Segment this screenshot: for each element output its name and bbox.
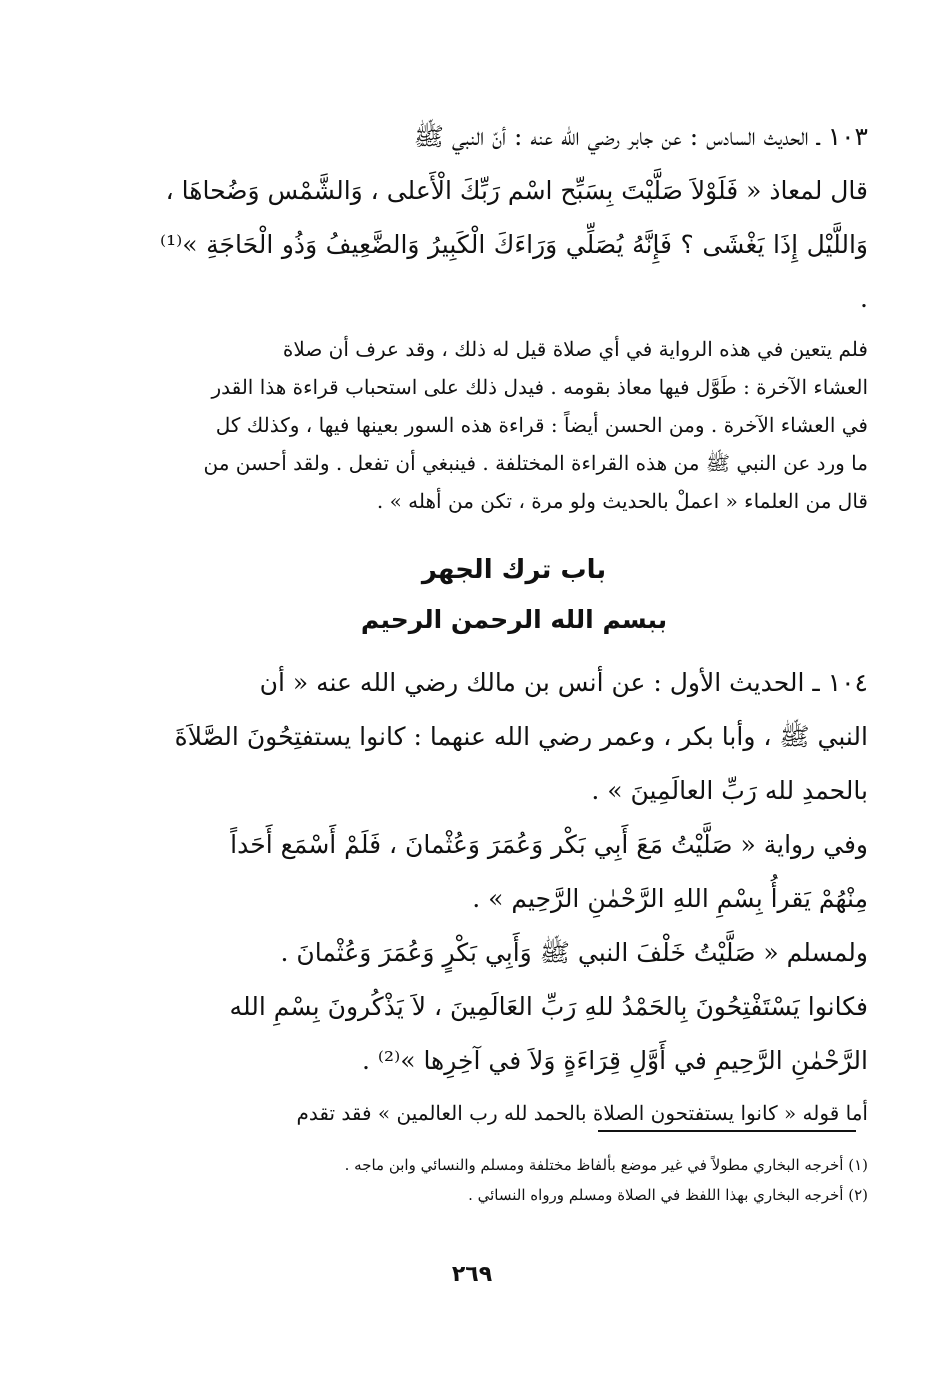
- footnotes: [160, 1150, 868, 1210]
- footnote-2: (٢) أخرجه البخاري بهذا اللفظ في الصلاة ومسلم ورواه النسائي .: [468, 1186, 868, 1204]
- commentary-line: ما ورد عن النبي ﷺ من هذه القراءة المختلفة . فينبغي أن تفعل . ولقد أحسن من: [203, 451, 868, 475]
- commentary-104: أما قوله « كانوا يستفتحون الصلاة بالحمد لله رب العالمين » فقد تقدم: [296, 1101, 868, 1125]
- hadith-104-line: ١٠٤ ـ الحديث الأول : عن أنس بن مالك رضي الله عنه « أن: [259, 668, 868, 697]
- hadith-103-line: وَاللَّيْل إِذَا يَغْشَى ؟ فَإِنَّهُ يُصَلِّي وَرَاءَكَ الْكَبِيرُ وَالضَّعِيفُ وَذُو الْحَاجَةِ »⁽¹⁾ .: [160, 230, 868, 313]
- chapter-title: باب ترك الجهر: [421, 555, 607, 585]
- hadith-104-line: فكانوا يَسْتَفْتِحُونَ بِالحَمْدُ للهِ رَبِّ العَالَمِينَ ، لاَ يَذْكُرونَ بِسْمِ الله: [229, 992, 868, 1021]
- commentary-line: العشاء الآخرة : طَوَّل فيها معاذ بقومه . فيدل ذلك على استحباب قراءة هذا القدر: [211, 375, 868, 399]
- hadith-104-line: بالحمدِ لله رَبِّ العالَمِينَ » .: [591, 776, 868, 805]
- basmala-heading: ببسم الله الرحمن الرحيم: [360, 605, 668, 634]
- hadith-104: [160, 656, 868, 1088]
- hadith-104-line: ولمسلم « صَلَّيْتُ خَلْفَ النبي ﷺ وَأَبِي بَكْرٍ وَعُمَرَ وَعُثْمانَ .: [280, 938, 868, 967]
- commentary-line: في العشاء الآخرة . ومن الحسن أيضاً : قراءة هذه السور بعينها فيها ، وكذلك كل: [215, 413, 868, 437]
- hadith-103-line: قال لمعاذ « فَلَوْلاَ صَلَّيْتَ بِسَبِّح اسْم رَبِّكَ الْأَعلى ، وَالشَّمْس وَضُحاهَا ،: [165, 176, 868, 205]
- hadith-104-line: مِنْهُمْ يَقرأُ بِسْمِ اللهِ الرَّحْمٰنِ الرَّحِيم » .: [472, 884, 868, 913]
- footnote-divider: [598, 1130, 856, 1132]
- hadith-103: [160, 110, 868, 326]
- commentary-line: قال من العلماء « اعملْ بالحديث ولو مرة ، تكن من أهله » .: [376, 489, 868, 513]
- hadith-103-line: ١٠٣ ـ الحديث السادس : عن جابر رضي الله عنه : أنّ النبي ﷺ: [413, 122, 868, 151]
- page-body: [160, 110, 868, 1132]
- footnote-1: (١) أخرجه البخاري مطولاً في غير موضع بألفاظ مختلفة ومسلم والنسائي وابن ماجه .: [344, 1156, 868, 1174]
- commentary-103: [160, 330, 868, 520]
- page-number: ٢٦٩: [451, 1262, 493, 1287]
- hadith-104-line: الرَّحْمٰنِ الرَّحِيمِ في أَوَّلِ قِرَاءَةٍ وَلاَ في آخِرِها »⁽²⁾ .: [361, 1046, 868, 1075]
- hadith-104-line: وفي رواية « صَلَّيْتُ مَعَ أَبِي بَكْر وَعُمَرَ وَعُثْمانَ ، فَلَمْ أَسْمَع أَحَداً: [230, 830, 868, 859]
- hadith-104-line: النبي ﷺ ، وأبا بكر ، وعمر رضي الله عنهما : كانوا يستفتِحُونَ الصَّلاَةَ: [174, 722, 868, 751]
- commentary-line: فلم يتعين في هذه الرواية في أي صلاة قيل له ذلك ، وقد عرف أن صلاة: [282, 337, 868, 361]
